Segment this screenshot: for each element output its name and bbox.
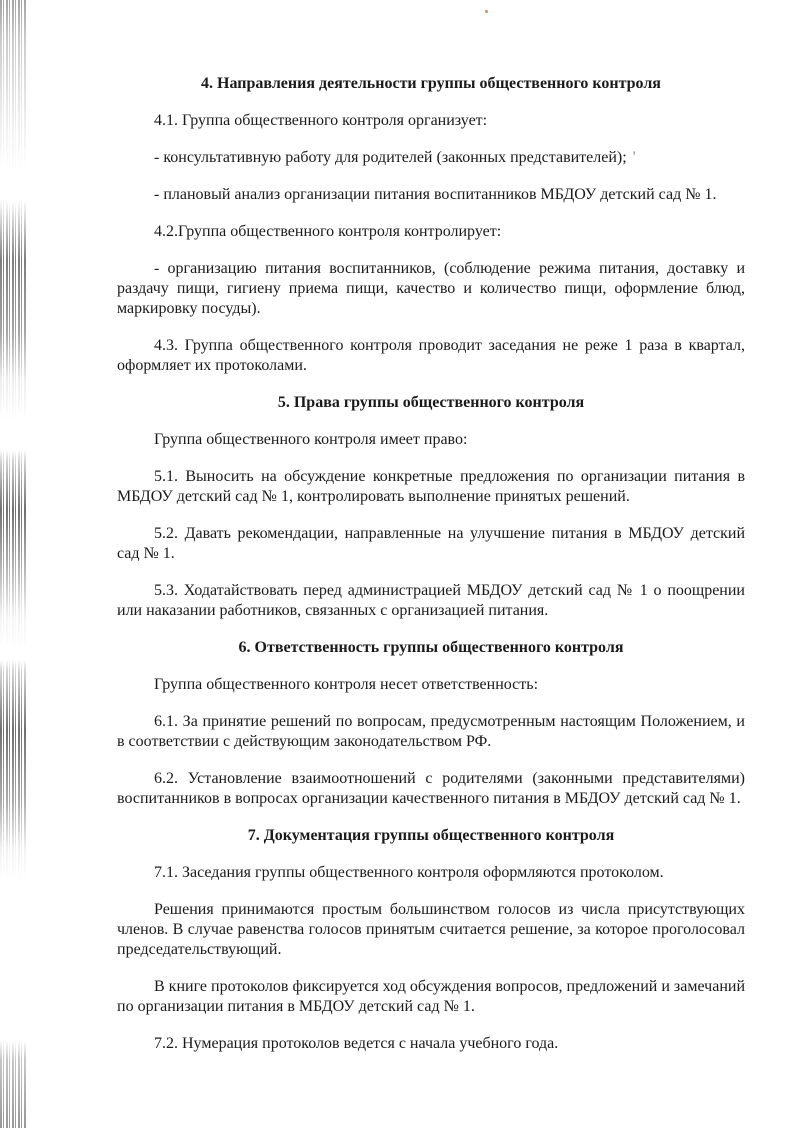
- paragraph-4-2: 4.2.Группа общественного контроля контролирует:: [154, 223, 502, 240]
- scan-mark: ': [632, 149, 636, 166]
- paragraph-5-3: 5.3. Ходатайствовать перед администрацией МБДОУ детский сад № 1 о поощрении или наказании работников, связанных с организацией питания.: [117, 582, 745, 619]
- paragraph-5-intro: Группа общественного контроля имеет право:: [154, 431, 468, 448]
- paragraph-7-1: 7.1. Заседания группы общественного контроля оформляются протоколом.: [154, 864, 664, 881]
- paragraph-5-1: 5.1. Выносить на обсуждение конкретные предложения по организации питания в МБДОУ детский сад № 1, контролировать выполнение принятых решений.: [117, 468, 745, 505]
- paragraph-4-1-item-2: - плановый анализ организации питания воспитанников МБДОУ детский сад № 1.: [154, 186, 717, 203]
- section-heading-4: 4. Направления деятельности группы общественного контроля: [201, 75, 661, 92]
- paragraph-5-2: 5.2. Давать рекомендации, направленные на улучшение питания в МБДОУ детский сад № 1.: [117, 525, 745, 562]
- paragraph-7-2: 7.2. Нумерация протоколов ведется с начала учебного года.: [154, 1035, 559, 1052]
- paragraph-6-2: 6.2. Установление взаимоотношений с родителями (законными представителями) воспитанников в вопросах организации качественного питания в МБДОУ детский сад № 1.: [117, 770, 745, 807]
- scan-edge-artifact: [0, 0, 26, 1128]
- paragraph-6-intro: Группа общественного контроля несет ответственность:: [154, 676, 539, 693]
- scan-speck: [485, 10, 488, 13]
- paragraph-7-1-decisions: Решения принимаются простым большинством голосов из числа присутствующих членов. В случае равенства голосов принятым считается решение, за которое проголосовал председательствующий.: [117, 901, 745, 958]
- paragraph-7-1-minutes-book: В книге протоколов фиксируется ход обсуждения вопросов, предложений и замечаний по организации питания в МБДОУ детский сад № 1.: [117, 978, 745, 1015]
- paragraph-6-1: 6.1. За принятие решений по вопросам, предусмотренным настоящим Положением, и в соответствии с действующим законодательством РФ.: [117, 713, 745, 750]
- paragraph-text: - консультативную работу для родителей (законных представителей);: [154, 149, 627, 166]
- paragraph-4-1-item-1: [117, 148, 745, 168]
- paragraph-4-1: 4.1. Группа общественного контроля организует:: [154, 112, 488, 129]
- section-heading-5: 5. Права группы общественного контроля: [277, 394, 585, 411]
- document-page: [117, 74, 745, 1071]
- section-heading-6: 6. Ответственность группы общественного контроля: [238, 639, 624, 656]
- section-heading-7: 7. Документация группы общественного контроля: [247, 827, 615, 844]
- paragraph-4-3: 4.3. Группа общественного контроля проводит заседания не реже 1 раза в квартал, оформляет их протоколами.: [117, 337, 745, 374]
- paragraph-4-2-item-1: - организацию питания воспитанников, (соблюдение режима питания, доставку и раздачу пищи, гигиену приема пищи, качество и количество пищи, оформление блюд, маркировку посуды).: [117, 260, 745, 317]
